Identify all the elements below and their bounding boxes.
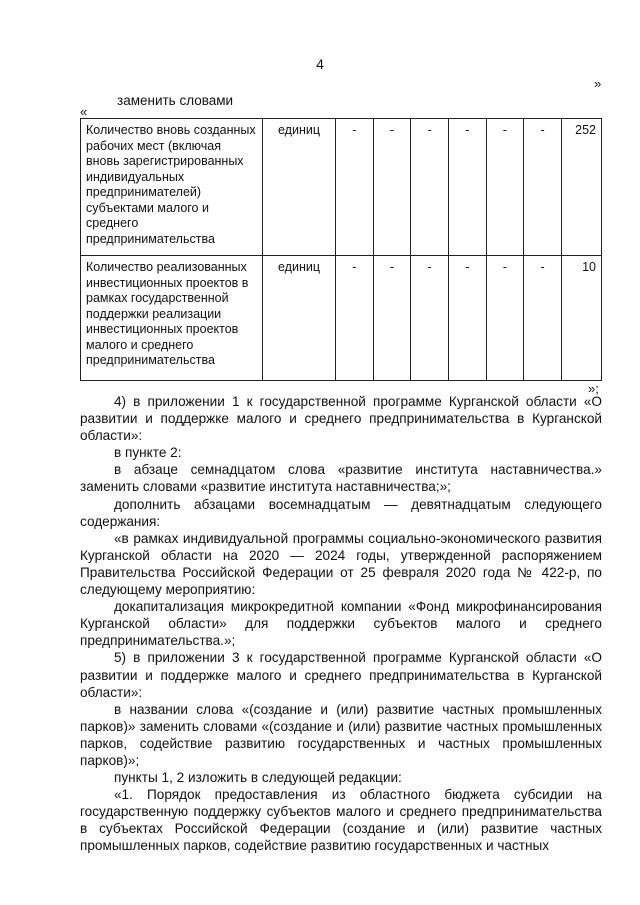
table-closing-quote: »; xyxy=(588,381,599,396)
paragraph: дополнить абзацами восемнадцатым — девятнадцатым следующего содержания: xyxy=(80,496,602,529)
indicator-name: Количество реализованных инвестиционных проектов в рамках государственной поддержки реализации инвестиционных проектов малого и среднего предпринимательства xyxy=(81,256,263,381)
value-cell: - xyxy=(336,256,374,381)
replace-with-words-label: заменить словами xyxy=(117,93,234,108)
value-cell: - xyxy=(524,256,562,381)
value-cell: - xyxy=(486,256,524,381)
closing-quote-mark: » xyxy=(594,76,602,91)
value-cell: - xyxy=(336,119,374,256)
paragraph: «1. Порядок предоставления из областного бюджета субсидии на государственную поддержку субъектов малого и среднего предпринимательства в субъектах Российской Федерации (создание и (или) развитие частных промышленных парков, содействие развитию государственных и частных xyxy=(80,787,602,854)
value-cell: - xyxy=(411,256,449,381)
paragraph: «в рамках индивидуальной программы социально-экономического развития Курганской области на 2020 — 2024 годы, утвержденной распоряжением Правительства Российской Федерации от 25 февраля 2020 года № 422-р, по следующему мероприятию: xyxy=(80,530,602,598)
value-cell: - xyxy=(448,256,486,381)
paragraph: в абзаце семнадцатом слова «развитие института наставничества.» заменить словами «развитие института наставничества;»; xyxy=(80,462,602,495)
paragraph: 4) в приложении 1 к государственной программе Курганской области «О развитии и поддержке малого и среднего предпринимательства в Курганской области»: xyxy=(80,394,602,444)
unit-cell: единиц xyxy=(263,119,336,256)
opening-quote-mark: « xyxy=(80,104,88,119)
page-number: 4 xyxy=(316,56,324,72)
document-body xyxy=(80,393,602,855)
paragraph: в названии слова «(создание и (или) развитие частных промышленных парков)» заменить словами «(создание и (или) развитие частных промышленных парков, содействие развитию государственных и частных промышленных парков)»; xyxy=(80,701,602,768)
value-cell: - xyxy=(448,119,486,256)
value-cell: 10 xyxy=(562,256,602,381)
paragraph: докапитализация микрокредитной компании «Фонд микрофинансирования Курганской области» для поддержки субъектов малого и среднего предпринимательства.»; xyxy=(80,599,602,649)
indicators-table xyxy=(80,118,602,381)
value-cell: - xyxy=(373,256,411,381)
paragraph: 5) в приложении 3 к государственной программе Курганской области «О развитии и поддержке малого и среднего предпринимательства в Курганской области»: xyxy=(80,650,602,700)
table-row xyxy=(81,119,602,256)
value-cell: 252 xyxy=(562,119,602,256)
table-row xyxy=(81,256,602,381)
paragraph: пункты 1, 2 изложить в следующей редакции: xyxy=(114,770,402,786)
paragraph: в пункте 2: xyxy=(114,445,182,461)
indicator-name: Количество вновь созданных рабочих мест (включая вновь зарегистрированных индивидуальных предпринимателей) субъектами малого и среднего предпринимательства xyxy=(81,119,263,256)
value-cell: - xyxy=(486,119,524,256)
unit-cell: единиц xyxy=(263,256,336,381)
value-cell: - xyxy=(411,119,449,256)
value-cell: - xyxy=(524,119,562,256)
value-cell: - xyxy=(373,119,411,256)
